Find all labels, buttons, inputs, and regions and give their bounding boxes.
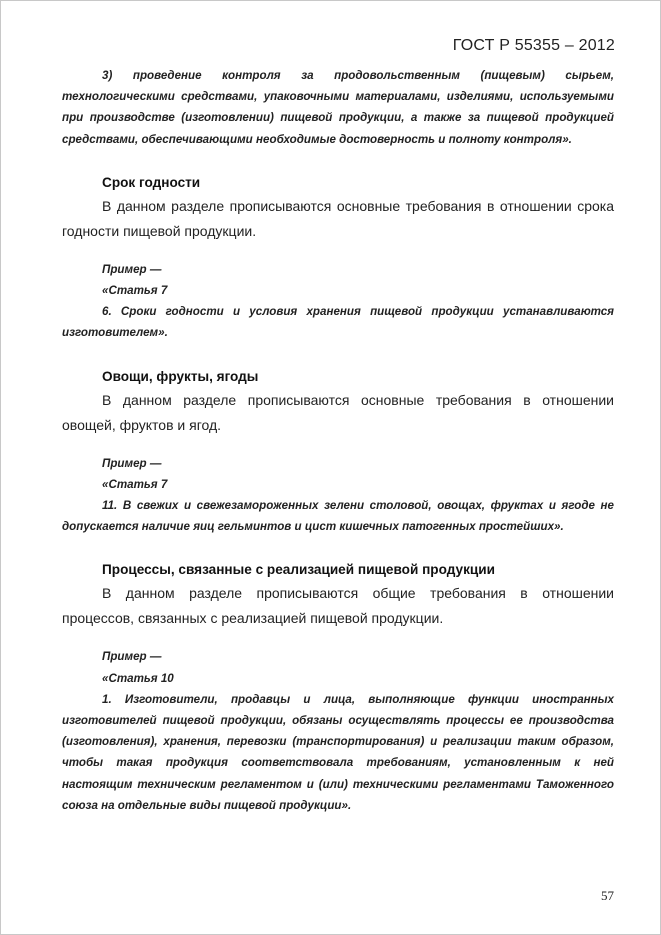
section-title: Процессы, связанные с реализацией пищевой продукции xyxy=(102,562,495,578)
section-processes xyxy=(62,559,614,816)
section-text: В данном разделе прописываются основные требования в отношении срока годности пищевой продукции. xyxy=(62,197,614,239)
example-label: Пример — xyxy=(102,650,162,664)
example-label: Пример — xyxy=(102,456,162,470)
example-article: «Статья 10 xyxy=(102,671,174,685)
page-number: 57 xyxy=(601,888,614,903)
section-title: Срок годности xyxy=(102,174,201,190)
example-label: Пример — xyxy=(102,262,162,276)
section-title: Овощи, фрукты, ягоды xyxy=(102,368,259,384)
example-article: «Статья 7 xyxy=(102,284,168,298)
section-text: В данном разделе прописываются общие требования в отношении процессов, связанных с реализацией пищевой продукции. xyxy=(62,585,614,627)
document-header: ГОСТ Р 55355 – 2012 xyxy=(452,37,615,54)
example-text: 6. Сроки годности и условия хранения пищевой продукции устанавливаются изготовителем». xyxy=(62,305,614,340)
example-text: 1. Изготовители, продавцы и лица, выполняющие функции иностранных изготовителей пищевой продукции, обязаны осуществлять процессы ее производства (изготовления), хранения, перевозки (транспортирования) и реализации таким образом, чтобы такая продукция соответствовала требованиям, установленным к ней настоящим техническим регламентом и (или) техническими регламентами Таможенного союза на отдельные виды пищевой продукции». xyxy=(62,692,614,812)
section-vegetables xyxy=(62,366,614,538)
intro-item: 3) проведение контроля за продовольственным (пищевым) сырьем, технологическими средствами, упаковочными материалами, изделиями, используемыми при производстве (изготовлении) пищевой продукции, а также за пищевой продукцией средствами, обеспечивающими необходимые достоверность и полноту контроля». xyxy=(62,69,614,146)
example-article: «Статья 7 xyxy=(102,477,168,491)
section-text: В данном разделе прописываются основные требования в отношении овощей, фруктов и ягод. xyxy=(62,391,614,433)
section-shelf-life xyxy=(62,172,614,344)
page-content xyxy=(62,65,614,816)
example-text: 11. В свежих и свежезамороженных зелени столовой, овощах, фруктах и ягоде не допускается наличие яиц гельминтов и цист кишечных патогенных простейших». xyxy=(62,499,614,534)
